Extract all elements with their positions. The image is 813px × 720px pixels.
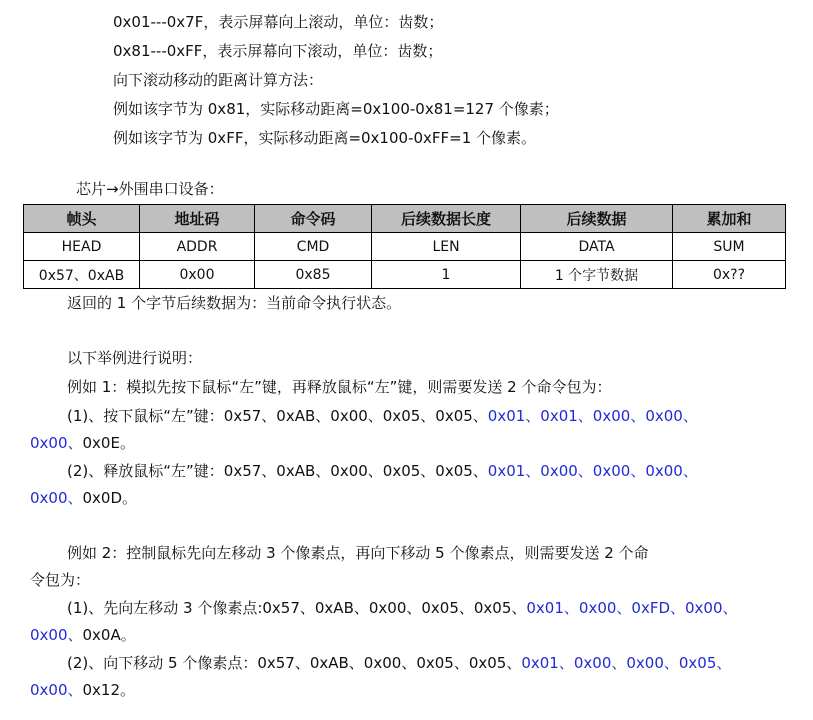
header-cell: 命令码 [255,205,372,233]
command-packet-table [23,204,786,289]
table-note: 返回的 1 个字节后续数据为：当前命令执行状态。 [67,294,402,312]
example1-step1 [67,405,698,427]
scroll-example-0x81: 例如该字节为 0x81，实际移动距离=0x100-0x81=127 个像素； [113,100,559,118]
table-cell: CMD [255,233,372,261]
table-cell: 0x00 [140,261,255,289]
checksum-byte: 0x0A。 [82,626,136,644]
highlighted-bytes: 0x01、0x00、0xFD、0x00、 [526,599,738,617]
table-title: 芯片→外围串口设备： [76,180,224,198]
table-header-row [24,205,786,233]
table-cell: ADDR [140,233,255,261]
highlighted-bytes: 0x01、0x00、0x00、0x00、 [487,462,698,480]
scroll-down-rule: 0x81---0xFF，表示屏幕向下滚动，单位：齿数； [113,42,443,60]
table-cell: 0x85 [255,261,372,289]
example2-step2 [67,652,731,674]
highlighted-bytes: 0x00、 [30,681,83,699]
header-cell: 后续数据长度 [372,205,521,233]
table-cell: HEAD [24,233,140,261]
checksum-byte: 0x0E。 [82,434,135,452]
example2-step2-continued [30,679,135,701]
highlighted-bytes: 0x00、 [30,626,83,644]
examples-intro: 以下举例进行说明： [67,349,203,367]
header-cell: 后续数据 [521,205,673,233]
checksum-byte: 0x12。 [82,681,136,699]
example1-step2 [67,460,698,482]
step-text: (1)、按下鼠标“左”键：0x57、0xAB、0x00、0x05、0x05、 [67,407,488,425]
table-cell: DATA [521,233,673,261]
example2-step1-continued [30,624,136,646]
header-cell: 累加和 [673,205,786,233]
table-row [24,233,786,261]
highlighted-bytes: 0x00、 [30,489,83,507]
checksum-byte: 0x0D。 [82,489,138,507]
example2-step1 [67,597,738,619]
table-cell: 0x?? [673,261,786,289]
example2-title: 例如 2：控制鼠标先向左移动 3 个像素点，再向下移动 5 个像素点，则需要发送 2 个命 [67,544,649,562]
example2-title-continued: 令包为： [30,571,91,589]
scroll-up-rule: 0x01---0x7F，表示屏幕向上滚动，单位：齿数； [113,13,444,31]
table-cell: 1 个字节数据 [521,261,673,289]
example1-step1-continued [30,432,135,454]
step-text: (2)、释放鼠标“左”键：0x57、0xAB、0x00、0x05、0x05、 [67,462,488,480]
table-cell: 0x57、0xAB [24,261,140,289]
header-cell: 帧头 [24,205,140,233]
table-row [24,261,786,289]
table-cell: 1 [372,261,521,289]
step-text: (1)、先向左移动 3 个像素点:0x57、0xAB、0x00、0x05、0x05、 [67,599,527,617]
table-cell: SUM [673,233,786,261]
example1-title: 例如 1：模拟先按下鼠标“左”键，再释放鼠标“左”键，则需要发送 2 个命令包为： [67,378,612,396]
scroll-distance-heading: 向下滚动移动的距离计算方法： [113,71,324,89]
table-cell: LEN [372,233,521,261]
scroll-example-0xff: 例如该字节为 0xFF，实际移动距离=0x100-0xFF=1 个像素。 [113,129,537,147]
header-cell: 地址码 [140,205,255,233]
highlighted-bytes: 0x01、0x01、0x00、0x00、 [487,407,698,425]
highlighted-bytes: 0x01、0x00、0x00、0x05、 [521,654,732,672]
highlighted-bytes: 0x00、 [30,434,83,452]
example1-step2-continued [30,487,137,509]
step-text: (2)、向下移动 5 个像素点：0x57、0xAB、0x00、0x05、0x05、 [67,654,522,672]
